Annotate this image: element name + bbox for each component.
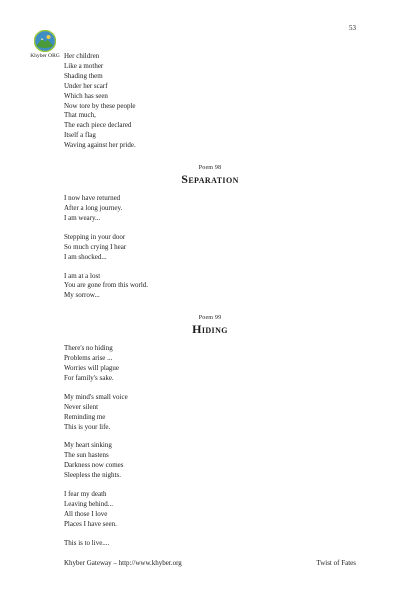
poem-header bbox=[64, 163, 356, 186]
poem-line: Now tore by these people bbox=[64, 101, 136, 110]
footer-site-link: Khyber Gateway – http://www.khyber.org bbox=[64, 559, 182, 567]
poem-line: Problems arise ... bbox=[64, 354, 113, 363]
poem-line: Like a mother bbox=[64, 61, 104, 70]
poem-line: My mind's small voice bbox=[64, 392, 128, 401]
poem-line: All those I love bbox=[64, 509, 108, 518]
poem-line: Itself a flag bbox=[64, 131, 96, 140]
mountain-logo-icon bbox=[34, 30, 56, 52]
poem-line: Shading them bbox=[64, 71, 103, 80]
poem-line: I am weary... bbox=[64, 213, 101, 222]
khyber-logo bbox=[22, 30, 68, 59]
poem-stanza bbox=[64, 441, 356, 481]
page-number: 53 bbox=[349, 24, 356, 32]
poem-line: After a long journey. bbox=[64, 203, 123, 212]
poem-line: My heart sinking bbox=[64, 441, 112, 450]
poem-line: This is your life. bbox=[64, 422, 111, 431]
poem-title: Hiding bbox=[192, 322, 228, 337]
poem-line: For family's sake. bbox=[64, 373, 114, 382]
page-content bbox=[64, 52, 356, 558]
logo-text: Khyber ORG bbox=[30, 53, 60, 59]
poem-line: Places I have seen. bbox=[64, 519, 117, 528]
poem-line: Which has seen bbox=[64, 91, 108, 100]
poem-line: Reminding me bbox=[64, 412, 106, 421]
poem-stanza bbox=[64, 272, 356, 302]
poem-line: I am at a lost bbox=[64, 271, 101, 280]
poem-line: This is to live.... bbox=[64, 538, 110, 547]
poem-stanza bbox=[64, 393, 356, 433]
poem-stanza bbox=[64, 194, 356, 224]
poem-line: I now have returned bbox=[64, 194, 121, 203]
continued-poem-stanza bbox=[64, 52, 356, 151]
poem-line: You are gone from this world. bbox=[64, 281, 149, 290]
poem-line: Darkness now comes bbox=[64, 461, 124, 470]
poem-line: So much crying I hear bbox=[64, 242, 127, 251]
poem-line: Stepping in your door bbox=[64, 232, 126, 241]
poem-line: Her children bbox=[64, 52, 100, 60]
poem-stanza bbox=[64, 233, 356, 263]
poem-line: I am shocked... bbox=[64, 252, 107, 261]
poem-number-label: Poem 98 bbox=[198, 165, 222, 172]
poem-line: I fear my death bbox=[64, 490, 107, 499]
poem-header bbox=[64, 313, 356, 336]
poem-line: My sorrow... bbox=[64, 291, 100, 300]
poem-number-label: Poem 99 bbox=[198, 315, 222, 322]
poem-line: Leaving behind... bbox=[64, 500, 113, 508]
poem-line: Never silent bbox=[64, 402, 99, 411]
poem-line: Worries will plague bbox=[64, 364, 120, 373]
poem-stanza bbox=[64, 490, 356, 530]
poem-line: The each piece declared bbox=[64, 121, 132, 130]
poem-line: Waving against her pride. bbox=[64, 141, 136, 150]
poem-stanza bbox=[64, 344, 356, 384]
footer-book-title: Twist of Fates bbox=[316, 559, 356, 567]
poem-line: Sleepless the nights. bbox=[64, 471, 121, 480]
poem-line: There's no hiding bbox=[64, 344, 113, 353]
poem-line: That much, bbox=[64, 111, 96, 120]
poem-stanza bbox=[64, 539, 356, 549]
poem-title: Separation bbox=[181, 172, 239, 187]
poem-line: Under her scarf bbox=[64, 81, 108, 90]
poem-line: The sun hastens bbox=[64, 451, 109, 460]
